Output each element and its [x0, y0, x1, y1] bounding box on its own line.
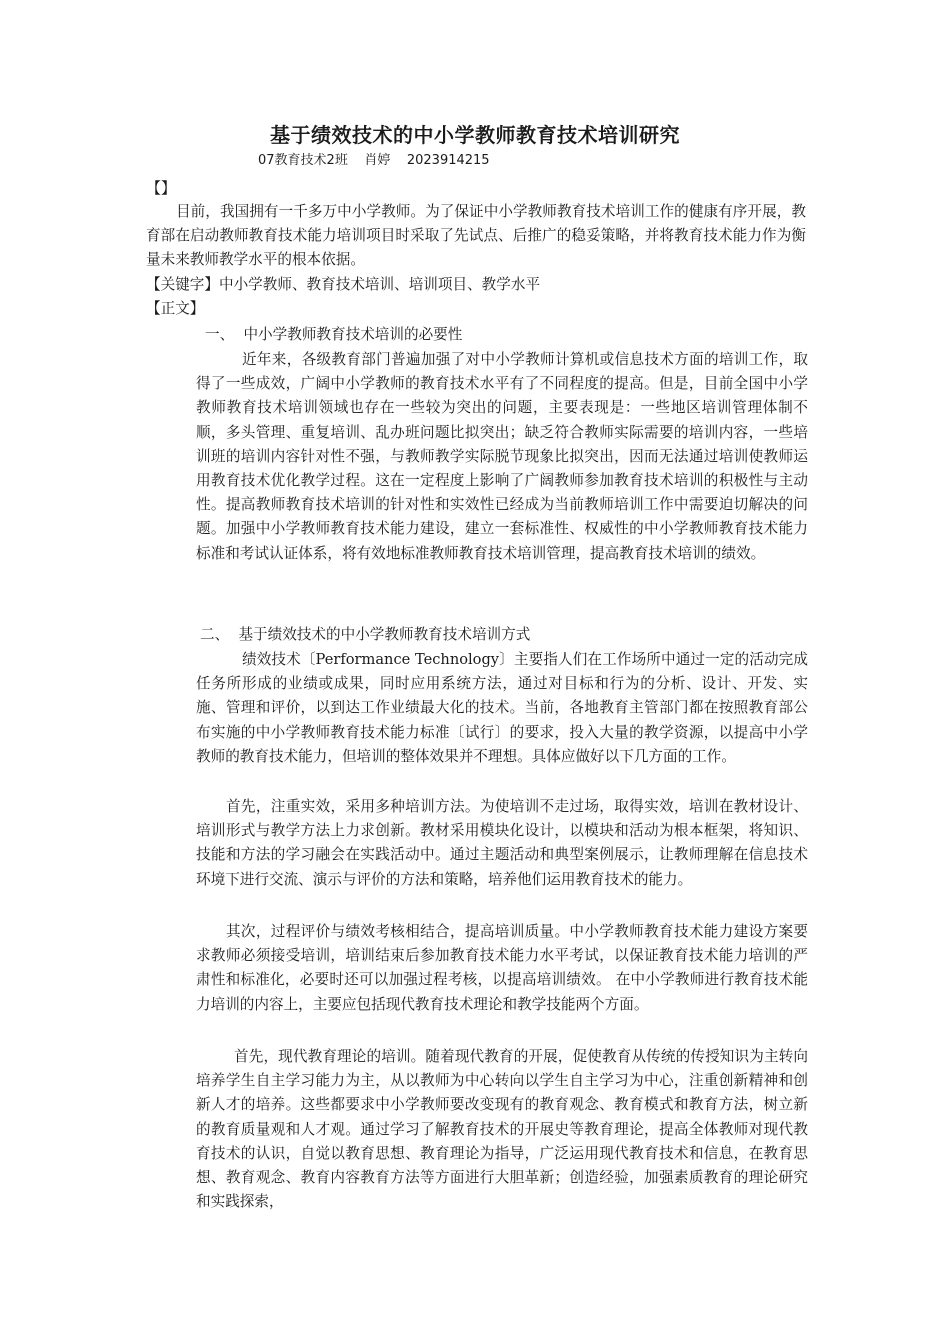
abstract-label: 【】	[146, 179, 177, 197]
document-title: 基于绩效技术的中小学教师教育技术培训研究	[270, 123, 680, 147]
section-1-paragraph: 近年来，各级教育部门普遍加强了对中小学教师计算机或信息技术方面的培训工作，取得了一些成效，广阔中小学教师的教育技术水平有了不同程度的提高。但是，目前全国中小学教师教育技术培训领域也存在一些较为突出的问题，主要表现是：一些地区培训管理体制不顺，多头管理、重复培训、乱办班问题比拟突出；缺乏符合教师实际需要的培训内容，一些培训班的培训内容针对性不强，与教师教学实际脱节现象比拟突出，因而无法通过培训使教师运用教育技术优化教学过程。这在一定程度上影响了广阔教师参加教育技术培训的积极性与主动性。提高教师教育技术培训的针对性和实效性已经成为当前教师培训工作中需要迫切解决的问题。加强中小学教师教育技术能力建设，建立一套标准性、权威性的中小学教师教育技术能力标准和考试认证体系，将有效地标准教师教育技术培训管理，提高教育技术培训的绩效。	[196, 351, 808, 562]
section-2-paragraph: 绩效技术〔Performance Technology〕主要指人们在工作场所中通过一定的活动完成任务所形成的业绩或成果，同时应用系统方法，通过对目标和行为的分析、设计、开发、实施、管理和评价，以到达工作业绩最大化的技术。当前，各地教育主管部门都在按照教育部公布实施的中小学教师教育技术能力标准〔试行〕的要求，投入大量的教学资源，以提高中小学教师的教育技术能力，但培训的整体效果并不理想。具体应做好以下几方面的工作。	[196, 651, 808, 765]
section-1-heading: 一、 中小学教师教育技术培训的必要性	[205, 326, 463, 343]
keywords-line: 【关键字】中小学教师、教育技术培训、培训项目、教学水平	[146, 276, 541, 293]
body-label: 【正文】	[146, 300, 205, 317]
paragraph-theory-training: 首先，现代教育理论的培训。随着现代教育的开展，促使教育从传统的传授知识为主转向培养学生自主学习能力为主，从以教师为中心转向以学生自主学习为中心，注重创新精神和创新人才的培养。这些都要求中小学教师要改变现有的教育观念、教育模式和教育方法，树立新的教育质量观和人才观。通过学习了解教育技术的开展史等教育理论，提高全体教师对现代教育技术的认识，自觉以教育思想、教育理论为指导，广泛运用现代教育技术和信息，在教育思想、教育观念、教育内容教育方法等方面进行大胆革新；创造经验，加强素质教育的理论研究和实践探索，	[196, 1048, 808, 1211]
paragraph-second-measure: 其次，过程评价与绩效考核相结合，提高培训质量。中小学教师教育技术能力建设方案要求教师必须接受培训，培训结束后参加教育技术能力水平考试，以保证教育技术能力培训的严肃性和标准化，必要时还可以加强过程考核，以提高培训绩效。 在中小学教师进行教育技术能力培训的内容上，主要应包括现代教育技术理论和教学技能两个方面。	[196, 923, 808, 1013]
section-2-heading: 二、 基于绩效技术的中小学教师教育技术培训方式	[200, 626, 531, 643]
abstract-paragraph: 目前，我国拥有一千多万中小学教师。为了保证中小学教师教育技术培训工作的健康有序开展，教育部在启动教师教育技术能力培训项目时采取了先试点、后推广的稳妥策略，并将教育技术能力作为衡量未来教师教学水平的根本依据。	[146, 203, 806, 269]
author-byline: 07教育技术2班 肖婷 2023914215	[258, 153, 490, 168]
paragraph-first-measure: 首先，注重实效，采用多种培训方法。为使培训不走过场，取得实效，培训在教材设计、培训形式与教学方法上力求创新。教材采用模块化设计，以模块和活动为根本框架，将知识、技能和方法的学习融会在实践活动中。通过主题活动和典型案例展示，让教师理解在信息技术环境下进行交流、演示与评价的方法和策略，培养他们运用教育技术的能力。	[196, 798, 808, 888]
